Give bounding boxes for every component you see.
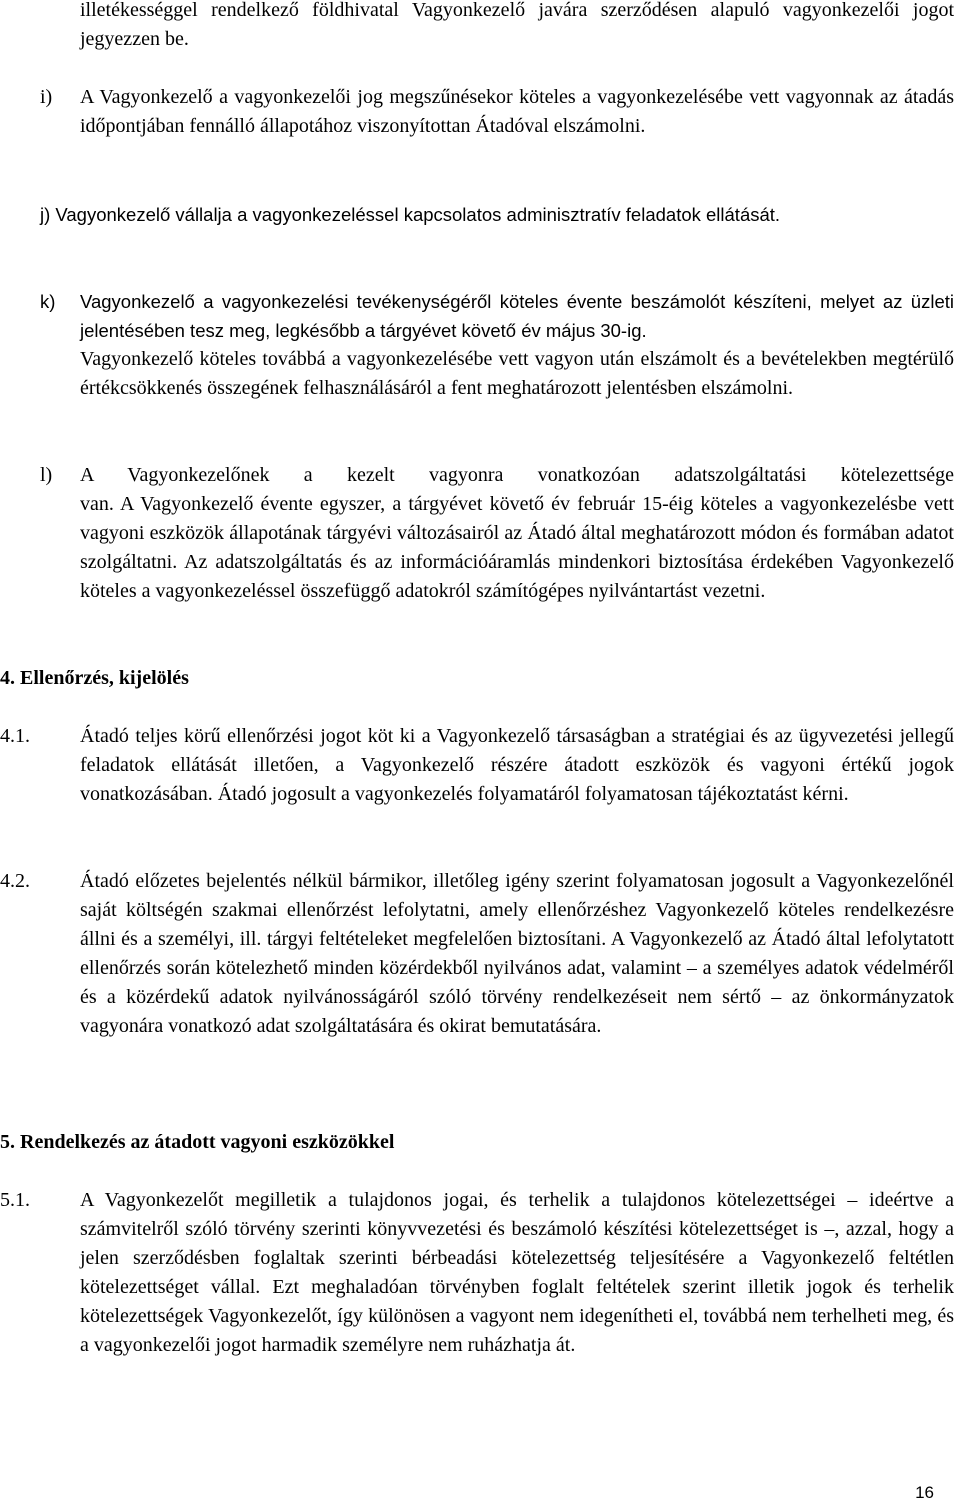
paragraph-j (40, 200, 954, 229)
clause-5-1 (0, 1186, 954, 1360)
paragraph-text: j) Vagyonkezelő vállalja a vagyonkezeléssel kapcsolatos adminisztratív feladatok ellátását. (40, 204, 781, 225)
paragraph-h-tail (80, 0, 954, 54)
item-label-i: i) (40, 86, 53, 108)
paragraph-text: Vagyonkezelő köteles továbbá a vagyonkezelésébe vett vagyon után elszámolt és a bevételekben megtérülő értékcsökkenés összegének felhasználásáról a fent meghatározott jelentésben elszámolni. (80, 348, 954, 399)
section-4-heading: 4. Ellenőrzés, kijelölés (0, 667, 189, 689)
paragraph-text: A Vagyonkezelőnek a kezelt vagyonra vonatkozóan adatszolgáltatási kötelezettsége (80, 464, 954, 486)
clause-4-1 (0, 722, 954, 809)
clause-number: 5.1. (0, 1189, 30, 1211)
clause-number: 4.2. (0, 870, 30, 892)
clause-text: Átadó teljes körű ellenőrzési jogot köt ki a Vagyonkezelő társaságban a stratégiai és az ügyvezetési jellegű feladatok ellátását illetően, a Vagyonkezelő részére átadott eszközök és vagyoni értékű jogok vonatkozásában. Átadó jogosult a vagyonkezelés folyamatáról folyamatosan tájékoztatást kérni. (80, 725, 954, 805)
clause-number: 4.1. (0, 725, 30, 747)
item-label-k: k) (40, 291, 56, 312)
paragraph-text: Vagyonkezelő a vagyonkezelési tevékenységéről köteles évente beszámolót készíteni, melyet az üzleti jelentésében tesz meg, legkésőbb a tárgyévet követő év május 30-ig. (80, 291, 954, 341)
clause-text: Átadó előzetes bejelentés nélkül bármikor, illetőleg igény szerint folyamatosan jogosult a Vagyonkezelőnél saját költségén szakmai ellenőrzést lefolytatni, amely ellenőrzéshez Vagyonkezelő köteles rendelkezésre állni és a személyi, ill. tárgyi feltételeket megfelelően biztosítani. A Vagyonkezelő az Átadó által lefolytatott ellenőrzés során kötelezhető minden közérdekből nyilvános adat, valamint – a személyes adatok védelméről és a közérdekű adatok nyilvánosságáról szóló törvény rendelkezéseit nem sértő – az önkormányzatok vagyonára vonatkozó adat szolgáltatására és okirat bemutatására. (80, 870, 954, 1037)
page-number: 16 (915, 1483, 934, 1502)
paragraph-k (40, 287, 954, 403)
clause-text: A Vagyonkezelőt megilletik a tulajdonos jogai, és terhelik a tulajdonos kötelezettségei – ideértve a számvitelről szóló törvény szerinti könyvvezetési és beszámoló készítési kötelezettséget is –, azzal, hogy a jelen szerződésben foglaltak szerinti bérbeadási kötelezettség teljesítésére a Vagyonkezelő feltétlen kötelezettséget vállal. Ezt meghaladóan törvényben foglalt feltételek szerint illetik jogok és terhelik kötelezettségek Vagyonkezelőt, így különösen a vagyont nem idegenítheti el, továbbá nem terhelheti meg, és a vagyonkezelői jogot harmadik személyre nem ruházhatja át. (80, 1189, 954, 1356)
clause-4-2 (0, 867, 954, 1041)
section-5-heading: 5. Rendelkezés az átadott vagyoni eszközökkel (0, 1131, 395, 1153)
paragraph-l (40, 461, 954, 606)
item-label-l: l) (40, 464, 53, 486)
paragraph-text: van. A Vagyonkezelő évente egyszer, a tárgyévet követő év február 15-éig köteles a vagyonkezelésbe vett vagyoni eszközök állapotának tárgyévi változásairól az Átadó által meghatározott módon és formában adatot szolgáltatni. Az adatszolgáltatás és az információáramlás mindenkori biztosítása érdekében Vagyonkezelő köteles a vagyonkezeléssel összefüggő adatokról számítógépes nyilvántartást vezetni. (80, 493, 954, 602)
paragraph-text: A Vagyonkezelő a vagyonkezelői jog megszűnésekor köteles a vagyonkezelésébe vett vagyonnak az átadás időpontjában fennálló állapotához viszonyítottan Átadóval elszámolni. (80, 86, 954, 137)
paragraph-text: illetékességgel rendelkező földhivatal Vagyonkezelő javára szerződésen alapuló vagyonkezelői jogot jegyezzen be. (80, 0, 954, 50)
paragraph-i (40, 83, 954, 141)
